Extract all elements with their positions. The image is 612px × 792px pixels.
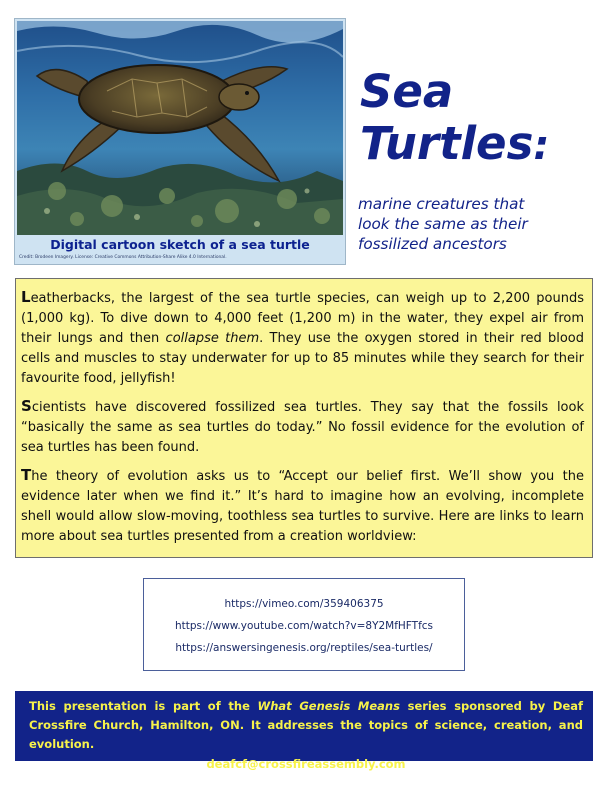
footer-text [29,697,583,754]
paragraph-leatherbacks [21,287,584,389]
page-subtitle [358,194,598,254]
paragraph-text: eatherbacks, the largest of the sea turtle species, can weigh up to 2,200 pounds (1,000 kg). To dive down to 4,000 feet (1,200 m) in the water, they expel air from their lungs and then [21,291,584,346]
title-colon: : [533,123,550,169]
dropcap: L [21,288,31,306]
links-box [143,578,465,671]
page-title [360,66,600,172]
dropcap: S [21,397,32,415]
series-name: What Genesis Means [257,699,400,713]
paragraph-fossils [21,396,584,458]
link-youtube[interactable]: https://www.youtube.com/watch?v=8Y2MfHFTfcs [174,620,434,632]
turtle-figure [14,18,346,265]
link-answers-in-genesis[interactable]: https://answersingenesis.org/reptiles/sea-turtles/ [175,642,433,654]
footer-email[interactable]: deafcf@crossfireassembly.com [206,757,406,771]
paragraph-text: cientists have discovered fossilized sea turtles. They say that the fossils look “basically the same as sea turtles do today.” No fossil evidence for the evolution of sea turtles has been found. [21,400,584,455]
footer-text-a: This presentation is part of the [29,699,258,713]
title-line-2 [360,118,600,172]
paragraph-text: he theory of evolution asks us to “Accept our belief first. We’ll show you the evidence later when we find it.” It’s hard to imagine how an evolving, incomplete shell would allow slow-moving, toothless sea turtles to survive. Here are links to learn more about sea turtles presented from a creation worldview: [21,469,584,544]
paragraph-text: . They use the oxygen stored in their red blood cells and muscles to stay underwater for up to 85 minutes while they search for their favourite food, jellyfish! [21,331,585,386]
footer-banner [15,691,593,771]
figure-caption: Digital cartoon sketch of a sea turtle [50,237,310,252]
subtitle-line-3: fossilized ancestors [358,235,507,253]
article-body [15,278,593,558]
emphasis-text: collapse them [165,331,260,346]
figure-credit: Credit: Brodeen Imagery. License: Creative Commons Attribution-Share Alike 4.0 International. [19,255,227,260]
title-line-1: Sea [360,65,454,118]
footer-text-b: series sponsored by Deaf Crossfire Church, Hamilton, ON. It addresses the topics of science, creation, and evolution. [29,699,584,751]
subtitle-line-1: marine creatures that [358,195,525,213]
paragraph-evolution [21,465,584,547]
subtitle-line-2: look the same as their [358,215,528,233]
link-vimeo[interactable]: https://vimeo.com/359406375 [224,598,384,610]
title-word: Turtles [360,117,534,170]
sea-turtle-image [17,21,343,235]
dropcap: T [21,466,32,484]
